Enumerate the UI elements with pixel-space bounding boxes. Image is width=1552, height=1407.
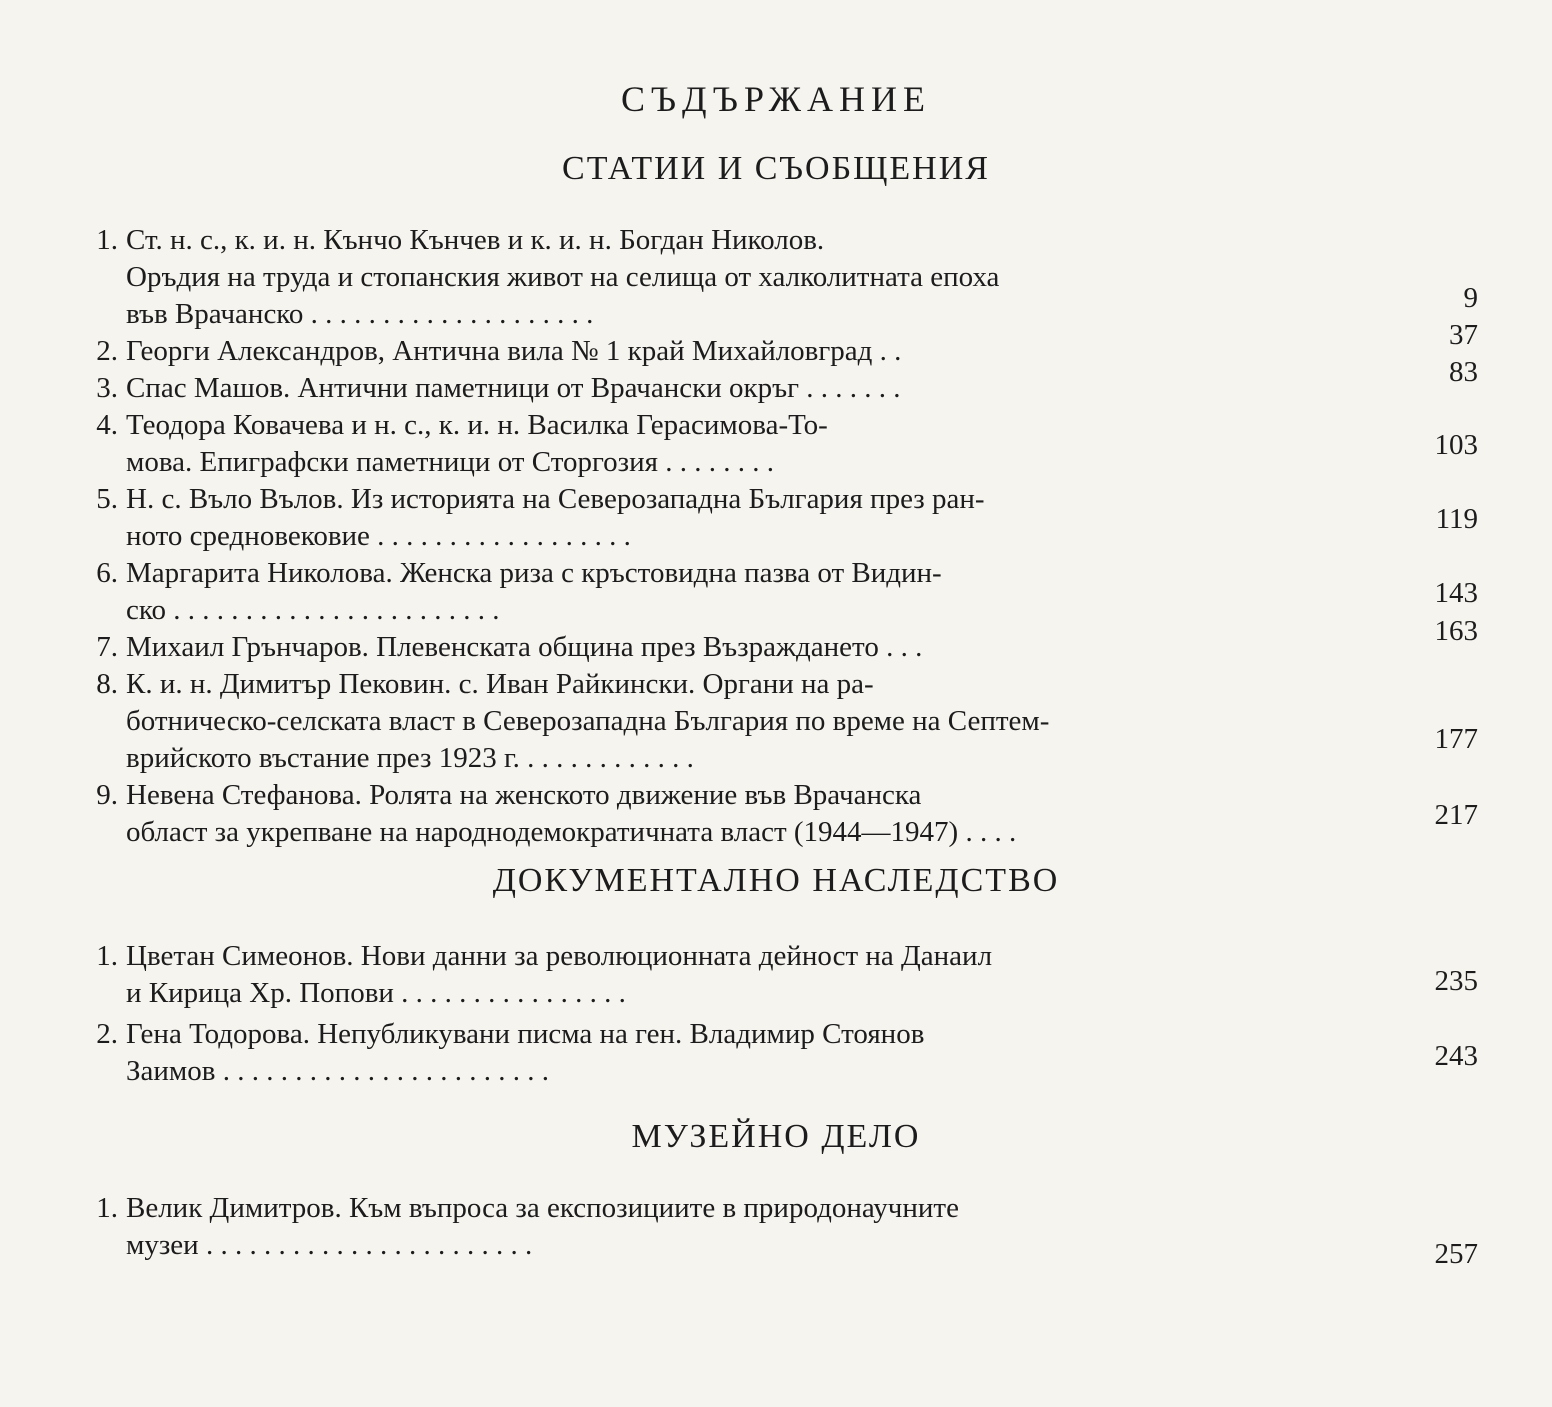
toc-entry-line: във Врачанско . . . . . . . . . . . . . . . . . . . .: [126, 298, 594, 330]
toc-entry: 4. Теодора Ковачева и н. с., к. и. н. Василка Герасимова-То- мова. Епиграфски паметници от Сторгозия . . . . . . . . 103: [58, 407, 1478, 481]
toc-page-number: 83: [1449, 356, 1478, 388]
toc-entry-line: Михаил Грънчаров. Плевенската община през Възраждането . . .: [126, 631, 923, 663]
toc-page-number: 243: [1434, 1040, 1478, 1072]
toc-entry-line: Цветан Симеонов. Нови данни за революционната дейност на Данаил: [126, 940, 993, 972]
toc-entry-line: ното средновековие . . . . . . . . . . . . . . . . . .: [126, 520, 631, 552]
toc-entry-line: Заимов . . . . . . . . . . . . . . . . . . . . . . .: [126, 1055, 549, 1087]
toc-entry-line: Ст. н. с., к. и. н. Кънчо Кънчев и к. и. н. Богдан Николов.: [126, 224, 825, 256]
toc-entry: 6. Маргарита Николова. Женска риза с кръстовидна пазва от Видин- ско . . . . . . . . . . . . . . . . . . . . . . . 143: [58, 555, 1478, 629]
toc-page-number: 119: [1435, 503, 1478, 535]
toc-entry: 9. Невена Стефанова. Ролята на женското движение във Врачанска област за укрепване на народнодемократичната власт (1944—1947) . . . . 217: [58, 777, 1478, 851]
toc-entry: 7. Михаил Грънчаров. Плевенската община през Възраждането . . . 163: [58, 629, 1478, 666]
section-heading-documents: ДОКУМЕНТАЛНО НАСЛЕДСТВО: [492, 862, 1060, 899]
toc-entry: 1. Велик Димитров. Към въпроса за експозициите в природонаучните музеи . . . . . . . . . . . . . . . . . . . . . . . 257: [58, 1190, 1478, 1268]
toc-page-number: 217: [1434, 799, 1478, 831]
toc-entry-line: мова. Епиграфски паметници от Сторгозия . . . . . . . .: [126, 446, 774, 478]
toc-entry-line: Спас Машов. Антични паметници от Врачански окръг . . . . . . .: [126, 372, 901, 404]
toc-entry-line: ботническо-селската власт в Северозападна България по време на Септем-: [126, 705, 1050, 737]
page-title: СЪДЪРЖАНИЕ: [621, 79, 931, 119]
section-heading-articles: СТАТИИ И СЪОБЩЕНИЯ: [562, 150, 990, 187]
toc-page-number: 9: [1463, 282, 1478, 314]
toc-page-number: 257: [1434, 1238, 1478, 1270]
toc-entry-line: ско . . . . . . . . . . . . . . . . . . . . . . .: [126, 594, 500, 626]
toc-entry-line: Маргарита Николова. Женска риза с кръстовидна пазва от Видин-: [126, 557, 942, 589]
toc-list-articles: [58, 222, 1478, 851]
toc-entry-line: Георги Александров, Антична вила № 1 край Михайловград . .: [126, 335, 902, 367]
toc-entry: 1. Ст. н. с., к. и. н. Кънчо Кънчев и к. и. н. Богдан Николов. Оръдия на труда и стопанския живот на селища от халколитната епоха във Врачанско . . . . . . . . . . . . . . . . . . . . 9: [58, 222, 1478, 333]
toc-entry: 2. Гена Тодорова. Непубликувани писма на ген. Владимир Стоянов Заимов . . . . . . . . . . . . . . . . . . . . . . . 243: [58, 1016, 1478, 1090]
toc-entry: 8. К. и. н. Димитър Пековин. с. Иван Райкински. Органи на ра- ботническо-селската власт в Северозападна България по време на Септем- врийското въстание през 1923 г. . . . . . . . . . . . . 177: [58, 666, 1478, 777]
toc-page-number: 143: [1434, 577, 1478, 609]
toc-entry: 3. Спас Машов. Антични паметници от Врачански окръг . . . . . . . 83: [58, 370, 1478, 407]
toc-entry-line: Невена Стефанова. Ролята на женското движение във Врачанска: [126, 779, 922, 811]
toc-entry: 2. Георги Александров, Антична вила № 1 край Михайловград . . 37: [58, 333, 1478, 370]
toc-entry-line: Н. с. Въло Вълов. Из историята на Северозападна България през ран-: [126, 483, 985, 515]
toc-page-number: 235: [1434, 965, 1478, 997]
toc-entry-line: област за укрепване на народнодемократичната власт (1944—1947) . . . .: [126, 816, 1017, 848]
toc-entry-line: К. и. н. Димитър Пековин. с. Иван Райкински. Органи на ра-: [126, 668, 874, 700]
toc-entry-line: Гена Тодорова. Непубликувани писма на ген. Владимир Стоянов: [126, 1018, 925, 1050]
toc-entry-line: врийското въстание през 1923 г. . . . . . . . . . . . .: [126, 742, 694, 774]
toc-page-number: 103: [1434, 429, 1478, 461]
toc-entry-line: Велик Димитров. Към въпроса за експозициите в природонаучните: [126, 1192, 959, 1224]
toc-entry-line: и Кирица Хр. Попови . . . . . . . . . . . . . . . .: [126, 977, 626, 1009]
toc-list-documents: [58, 938, 1478, 1090]
toc-page-number: 163: [1434, 615, 1478, 647]
toc-entry-line: Оръдия на труда и стопанския живот на селища от халколитната епоха: [126, 261, 1000, 293]
toc-entry-line: Теодора Ковачева и н. с., к. и. н. Василка Герасимова-То-: [126, 409, 828, 441]
section-heading-museum: МУЗЕЙНО ДЕЛО: [631, 1118, 921, 1155]
toc-page-number: 37: [1449, 319, 1478, 351]
toc-entry: 5. Н. с. Въло Вълов. Из историята на Северозападна България през ран- ното средновековие . . . . . . . . . . . . . . . . . . 119: [58, 481, 1478, 555]
toc-entry: 1. Цветан Симеонов. Нови данни за революционната дейност на Данаил и Кирица Хр. Попови . . . . . . . . . . . . . . . . 235: [58, 938, 1478, 1016]
toc-list-museum: [58, 1190, 1478, 1268]
toc-entry-line: музеи . . . . . . . . . . . . . . . . . . . . . . .: [126, 1229, 533, 1261]
toc-page-number: 177: [1434, 723, 1478, 755]
